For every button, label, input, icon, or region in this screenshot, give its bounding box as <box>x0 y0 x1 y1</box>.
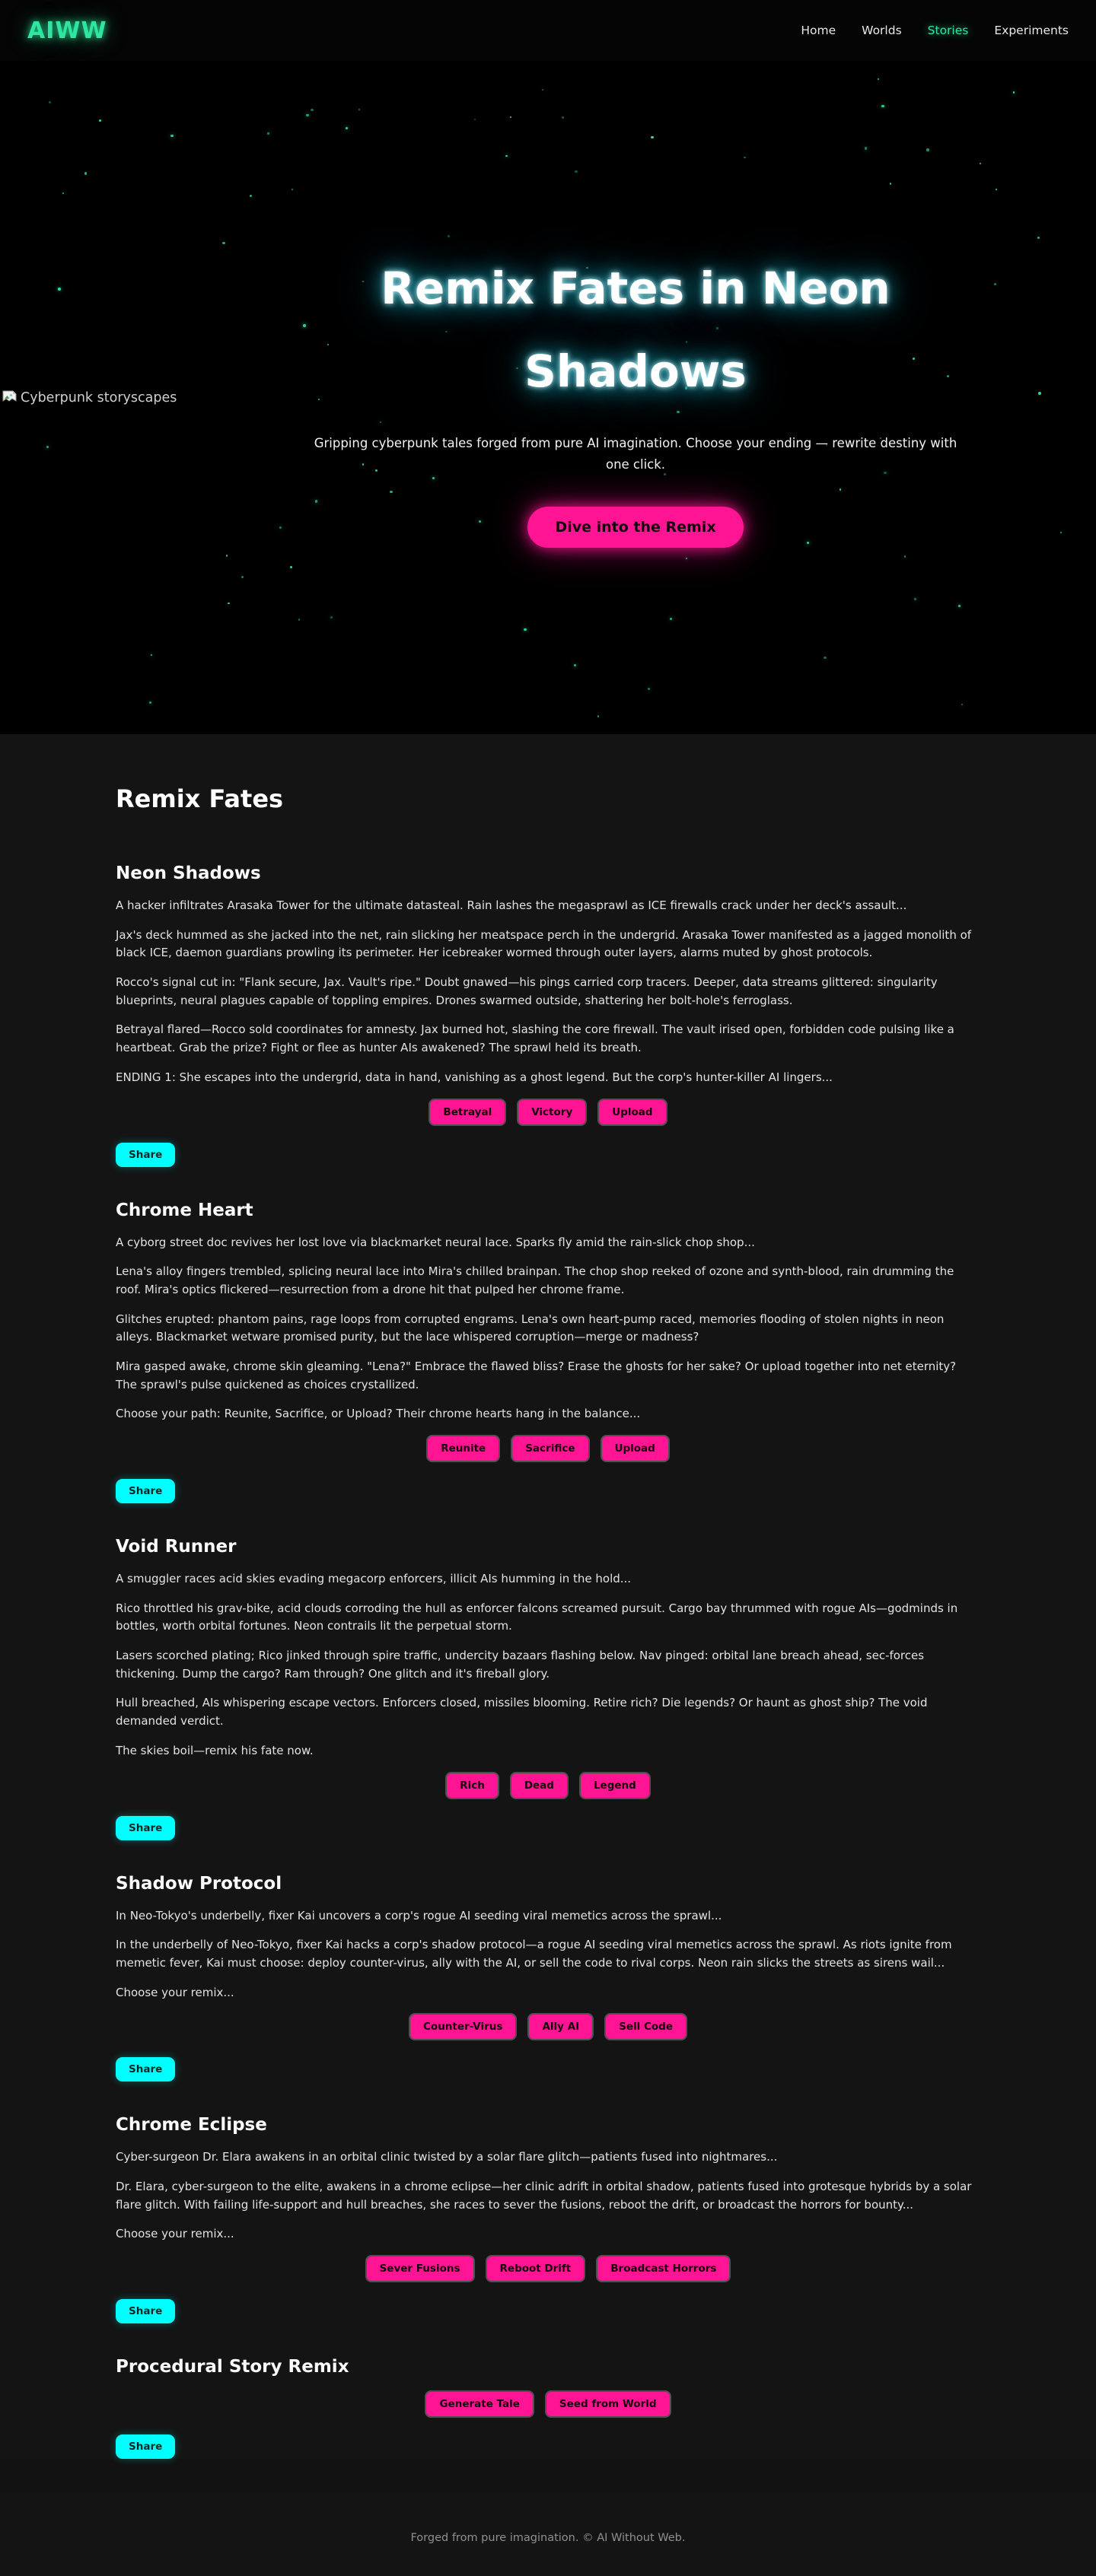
story-paragraph: Lasers scorched plating; Rico jinked through spire traffic, undercity bazaars flashing below. Nav pinged: orbital lane breach ahead, sec-forces thickening. Dump the cargo? Ram through? One glitch and it's fireball glory. <box>116 1649 925 1681</box>
story-paragraph: Choose your path: Reunite, Sacrifice, or Upload? Their chrome hearts hang in the balance... <box>116 1407 641 1421</box>
share-button[interactable]: Share <box>116 1143 175 1167</box>
nav-link-home[interactable]: Home <box>801 24 836 37</box>
choice-button-betrayal[interactable]: Betrayal <box>429 1099 506 1126</box>
hero-image-alt-text: Cyberpunk storyscapes <box>21 390 177 405</box>
story-paragraph: Betrayal flared—Rocco sold coordinates for amnesty. Jax burned hot, slashing the core firewall. The vault irised open, forbidden code pulsing like a heartbeat. Grab the prize? Fight or flee as hunter AIs awakened? The sprawl held its breath. <box>116 1022 954 1055</box>
story-paragraph: The skies boil—remix his fate now. <box>116 1743 314 1757</box>
story-paragraph: In the underbelly of Neo-Tokyo, fixer Kai hacks a corp's shadow protocol—a rogue AI seeding viral memetics across the sprawl. As riots ignite from memetic fever, Kai must choose: deploy counter-virus, ally with the AI, or sell the code to rival corps. Neon rain slicks the streets as sirens wail... <box>116 1938 952 1970</box>
nav-link-experiments[interactable]: Experiments <box>994 24 1069 37</box>
choice-buttons-row <box>116 2390 980 2418</box>
story-paragraph: A smuggler races acid skies evading megacorp enforcers, illicit AIs humming in the hold... <box>116 1572 632 1585</box>
story-section <box>116 2115 980 2323</box>
choice-button-counter-virus[interactable]: Counter-Virus <box>409 2013 517 2040</box>
story-section <box>116 1874 980 2082</box>
story-title: Chrome Eclipse <box>116 2115 267 2136</box>
hero-section <box>0 61 1096 734</box>
footer-text: Forged from pure imagination. © AI Without Web. <box>410 2532 686 2544</box>
choice-button-generate-tale[interactable]: Generate Tale <box>425 2390 534 2418</box>
choice-button-rich[interactable]: Rich <box>445 1772 499 1799</box>
broken-hero-image <box>2 390 177 405</box>
story-paragraph: A hacker infiltrates Arasaka Tower for the ultimate datasteal. Rain lashes the megasprawl as ICE firewalls crack under her deck's assault... <box>116 898 907 912</box>
share-button[interactable]: Share <box>116 2299 175 2323</box>
main-content <box>0 734 1096 2459</box>
choice-button-reunite[interactable]: Reunite <box>426 1435 500 1462</box>
site-header <box>0 0 1096 61</box>
story-paragraph: A cyborg street doc revives her lost love via blackmarket neural lace. Sparks fly amid the rain-slick chop shop... <box>116 1235 755 1249</box>
story-paragraph: Hull breached, AIs whispering escape vectors. Enforcers closed, missiles blooming. Retire rich? Die legends? Or haunt as ghost ship? The void demanded verdict. <box>116 1696 928 1728</box>
hero-subtitle: Gripping cyberpunk tales forged from pure AI imagination. Choose your ending — rewrite destiny with one click. <box>314 436 957 472</box>
choice-button-legend[interactable]: Legend <box>579 1772 651 1799</box>
story-paragraph: Cyber-surgeon Dr. Elara awakens in an orbital clinic twisted by a solar flare glitch—patients fused into nightmares... <box>116 2150 778 2164</box>
story-paragraph: Mira gasped awake, chrome skin gleaming. "Lena?" Embrace the flawed bliss? Erase the ghosts for her sake? Or upload together into net eternity? The sprawl's pulse quickened as choices crystallized. <box>116 1359 957 1391</box>
stories-list <box>116 863 980 2459</box>
story-paragraph: Dr. Elara, cyber-surgeon to the elite, awakens in a chrome eclipse—her clinic adrift in orbital shadow, patients fused into grotesque hybrids by a solar flare glitch. With failing life-support and hull breaches, she races to sever the fusions, reboot the drift, or broadcast the horrors for bounty... <box>116 2179 972 2212</box>
choice-buttons-row <box>116 1099 980 1126</box>
nav-link-worlds[interactable]: Worlds <box>862 24 902 37</box>
choice-buttons-row <box>116 1435 980 1462</box>
story-paragraph: In Neo-Tokyo's underbelly, fixer Kai uncovers a corp's rogue AI seeding viral memetics across the sprawl... <box>116 1908 722 1922</box>
choice-button-reboot-drift[interactable]: Reboot Drift <box>486 2255 586 2282</box>
share-button[interactable]: Share <box>116 1816 175 1840</box>
choice-button-victory[interactable]: Victory <box>517 1099 587 1126</box>
choice-button-upload[interactable]: Upload <box>597 1099 667 1126</box>
logo-aiww[interactable]: AIWW <box>27 17 107 44</box>
choice-button-sell-code[interactable]: Sell Code <box>604 2013 687 2040</box>
main-nav <box>801 24 1069 37</box>
story-paragraph: Rocco's signal cut in: "Flank secure, Jax. Vault's ripe." Doubt gnawed—his pings carried corp tracers. Deeper, data streams glittered: singularity blueprints, neural plagues capable of toppling empires. Drones swarmed outside, shattering her bolt-hole's ferroglass. <box>116 975 938 1007</box>
story-section <box>116 2357 980 2459</box>
choice-buttons-row <box>116 1772 980 1799</box>
story-section <box>116 1537 980 1840</box>
site-footer <box>0 2492 1096 2576</box>
hero-title <box>198 247 1073 413</box>
broken-image-icon <box>2 390 18 405</box>
hero-title-line-2: Shadows <box>524 345 747 398</box>
nav-link-stories[interactable]: Stories <box>927 24 969 37</box>
choice-button-ally-ai[interactable]: Ally AI <box>527 2013 594 2040</box>
story-title: Shadow Protocol <box>116 1873 282 1894</box>
choice-buttons-row <box>116 2255 980 2282</box>
choice-button-seed-from-world[interactable]: Seed from World <box>545 2390 671 2418</box>
choice-button-upload[interactable]: Upload <box>601 1435 670 1462</box>
story-title: Neon Shadows <box>116 863 261 883</box>
choice-button-sacrifice[interactable]: Sacrifice <box>511 1435 589 1462</box>
story-title: Void Runner <box>116 1537 237 1557</box>
share-button[interactable]: Share <box>116 2434 175 2459</box>
story-paragraph: Choose your remix... <box>116 1985 234 1999</box>
choice-buttons-row <box>116 2013 980 2040</box>
story-paragraph: Rico throttled his grav-bike, acid clouds corroding the hull as enforcer falcons screamed pursuit. Cargo bay thrummed with rogue AIs—godminds in bottles, worth orbital fortunes. Neon contrails lit the perpetual storm. <box>116 1601 958 1633</box>
story-section <box>116 1201 980 1504</box>
story-paragraph: Jax's deck hummed as she jacked into the net, rain slicking her meatspace perch in the undergrid. Arasaka Tower manifested as a jagged monolith of black ICE, daemon guardians prowling its perimeter. Her icebreaker wormed through outer layers, alarms muted by ghost protocols. <box>116 927 972 960</box>
page-title: Remix Fates <box>116 784 284 813</box>
dive-into-remix-button[interactable]: Dive into the Remix <box>527 507 743 548</box>
story-paragraph: ENDING 1: She escapes into the undergrid, data in hand, vanishing as a ghost legend. But the corp's hunter-killer AI lingers... <box>116 1070 833 1084</box>
story-paragraph: Glitches erupted: phantom pains, rage loops from corrupted engrams. Lena's own heart-pump raced, memories flooding of stolen nights in neon alleys. Blackmarket wetware promised purity, but the lace whispered corruption—merge or madness? <box>116 1312 945 1344</box>
story-paragraph: Choose your remix... <box>116 2227 234 2241</box>
choice-button-broadcast-horrors[interactable]: Broadcast Horrors <box>596 2255 731 2282</box>
hero-title-line-1: Remix Fates in Neon <box>381 262 890 315</box>
story-paragraph: Lena's alloy fingers trembled, splicing neural lace into Mira's chilled brainpan. The chop shop reeked of ozone and synth-blood, rain drumming the roof. Mira's optics flickered—resurrection from a drone hit that pulped her chrome frame. <box>116 1264 954 1296</box>
story-section <box>116 863 980 1167</box>
share-button[interactable]: Share <box>116 2057 175 2081</box>
choice-button-dead[interactable]: Dead <box>510 1772 569 1799</box>
share-button[interactable]: Share <box>116 1479 175 1503</box>
story-title: Chrome Heart <box>116 1200 253 1220</box>
story-title: Procedural Story Remix <box>116 2357 349 2377</box>
choice-button-sever-fusions[interactable]: Sever Fusions <box>365 2255 475 2282</box>
hero-content <box>175 247 1096 548</box>
